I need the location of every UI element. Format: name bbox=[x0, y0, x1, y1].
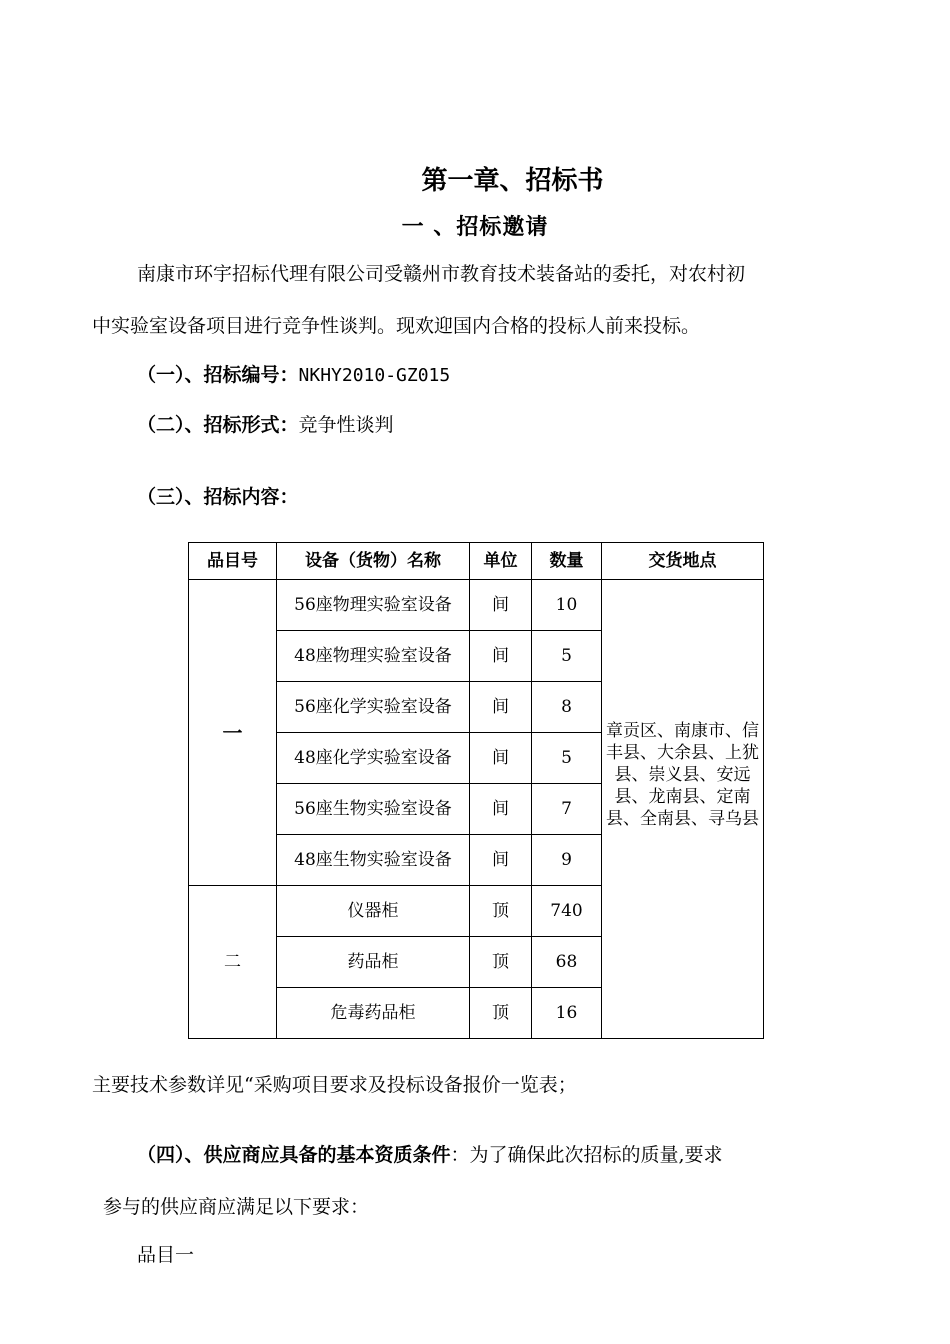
note-text: 主要技术参数详见“采购项目要求及投标设备报价一览表； bbox=[92, 1074, 577, 1096]
section-title: 一 、招标邀请 bbox=[401, 214, 549, 240]
item-name: 56座物理实验室设备 bbox=[277, 580, 470, 631]
tender-content-label: （三）、招标内容： bbox=[137, 486, 299, 508]
intro-line-2: 中实验室设备项目进行竞争性谈判。现欢迎国内合格的投标人前来投标。 bbox=[92, 315, 701, 337]
item-qty: 5 bbox=[532, 631, 602, 682]
item-unit: 间 bbox=[470, 784, 532, 835]
tender-content bbox=[137, 485, 299, 509]
header-location: 交货地点 bbox=[602, 543, 764, 580]
section4-label: （四）、供应商应具备的基本资质条件 bbox=[137, 1144, 451, 1166]
header-name: 设备（货物）名称 bbox=[277, 543, 470, 580]
item-name: 48座化学实验室设备 bbox=[277, 733, 470, 784]
tender-number-value: NKHY2010-GZ015 bbox=[298, 365, 451, 386]
item-name: 48座生物实验室设备 bbox=[277, 835, 470, 886]
table-header-row bbox=[189, 543, 764, 580]
item-name: 56座化学实验室设备 bbox=[277, 682, 470, 733]
item-name: 危毒药品柜 bbox=[277, 988, 470, 1039]
header-item-no: 品目号 bbox=[189, 543, 277, 580]
footer-item: 品目一 bbox=[137, 1244, 195, 1266]
category-cell: 一 bbox=[189, 580, 277, 886]
header-unit: 单位 bbox=[470, 543, 532, 580]
item-unit: 顶 bbox=[470, 988, 532, 1039]
intro-line-1: 南康市环宇招标代理有限公司受赣州市教育技术装备站的委托，对农村初 bbox=[137, 263, 746, 285]
chapter-title: 第一章、招标书 bbox=[421, 166, 604, 196]
tender-form bbox=[137, 413, 394, 437]
section4-text: ：为了确保此次招标的质量,要求 bbox=[450, 1144, 723, 1166]
item-qty: 7 bbox=[532, 784, 602, 835]
section4-line-2: 参与的供应商应满足以下要求： bbox=[103, 1196, 370, 1218]
item-unit: 顶 bbox=[470, 886, 532, 937]
section4-line-1 bbox=[137, 1143, 723, 1167]
item-unit: 间 bbox=[470, 835, 532, 886]
table-row bbox=[189, 580, 764, 631]
item-qty: 9 bbox=[532, 835, 602, 886]
item-unit: 间 bbox=[470, 631, 532, 682]
item-unit: 顶 bbox=[470, 937, 532, 988]
item-name: 仪器柜 bbox=[277, 886, 470, 937]
item-unit: 间 bbox=[470, 733, 532, 784]
tender-table bbox=[188, 542, 764, 1039]
item-unit: 间 bbox=[470, 682, 532, 733]
item-name: 药品柜 bbox=[277, 937, 470, 988]
item-unit: 间 bbox=[470, 580, 532, 631]
item-name: 56座生物实验室设备 bbox=[277, 784, 470, 835]
item-qty: 16 bbox=[532, 988, 602, 1039]
item-qty: 10 bbox=[532, 580, 602, 631]
tender-form-label: （二）、招标形式： bbox=[137, 414, 299, 436]
category-cell: 二 bbox=[189, 886, 277, 1039]
item-qty: 5 bbox=[532, 733, 602, 784]
item-qty: 8 bbox=[532, 682, 602, 733]
item-qty: 68 bbox=[532, 937, 602, 988]
tender-number bbox=[137, 363, 450, 388]
item-name: 48座物理实验室设备 bbox=[277, 631, 470, 682]
item-qty: 740 bbox=[532, 886, 602, 937]
tender-form-value: 竞争性谈判 bbox=[298, 414, 394, 436]
delivery-location: 章贡区、南康市、信丰县、大余县、上犹县、崇义县、安远县、龙南县、定南县、全南县、寻乌县 bbox=[602, 580, 764, 1039]
header-qty: 数量 bbox=[532, 543, 602, 580]
tender-number-label: （一）、招标编号： bbox=[137, 364, 299, 386]
